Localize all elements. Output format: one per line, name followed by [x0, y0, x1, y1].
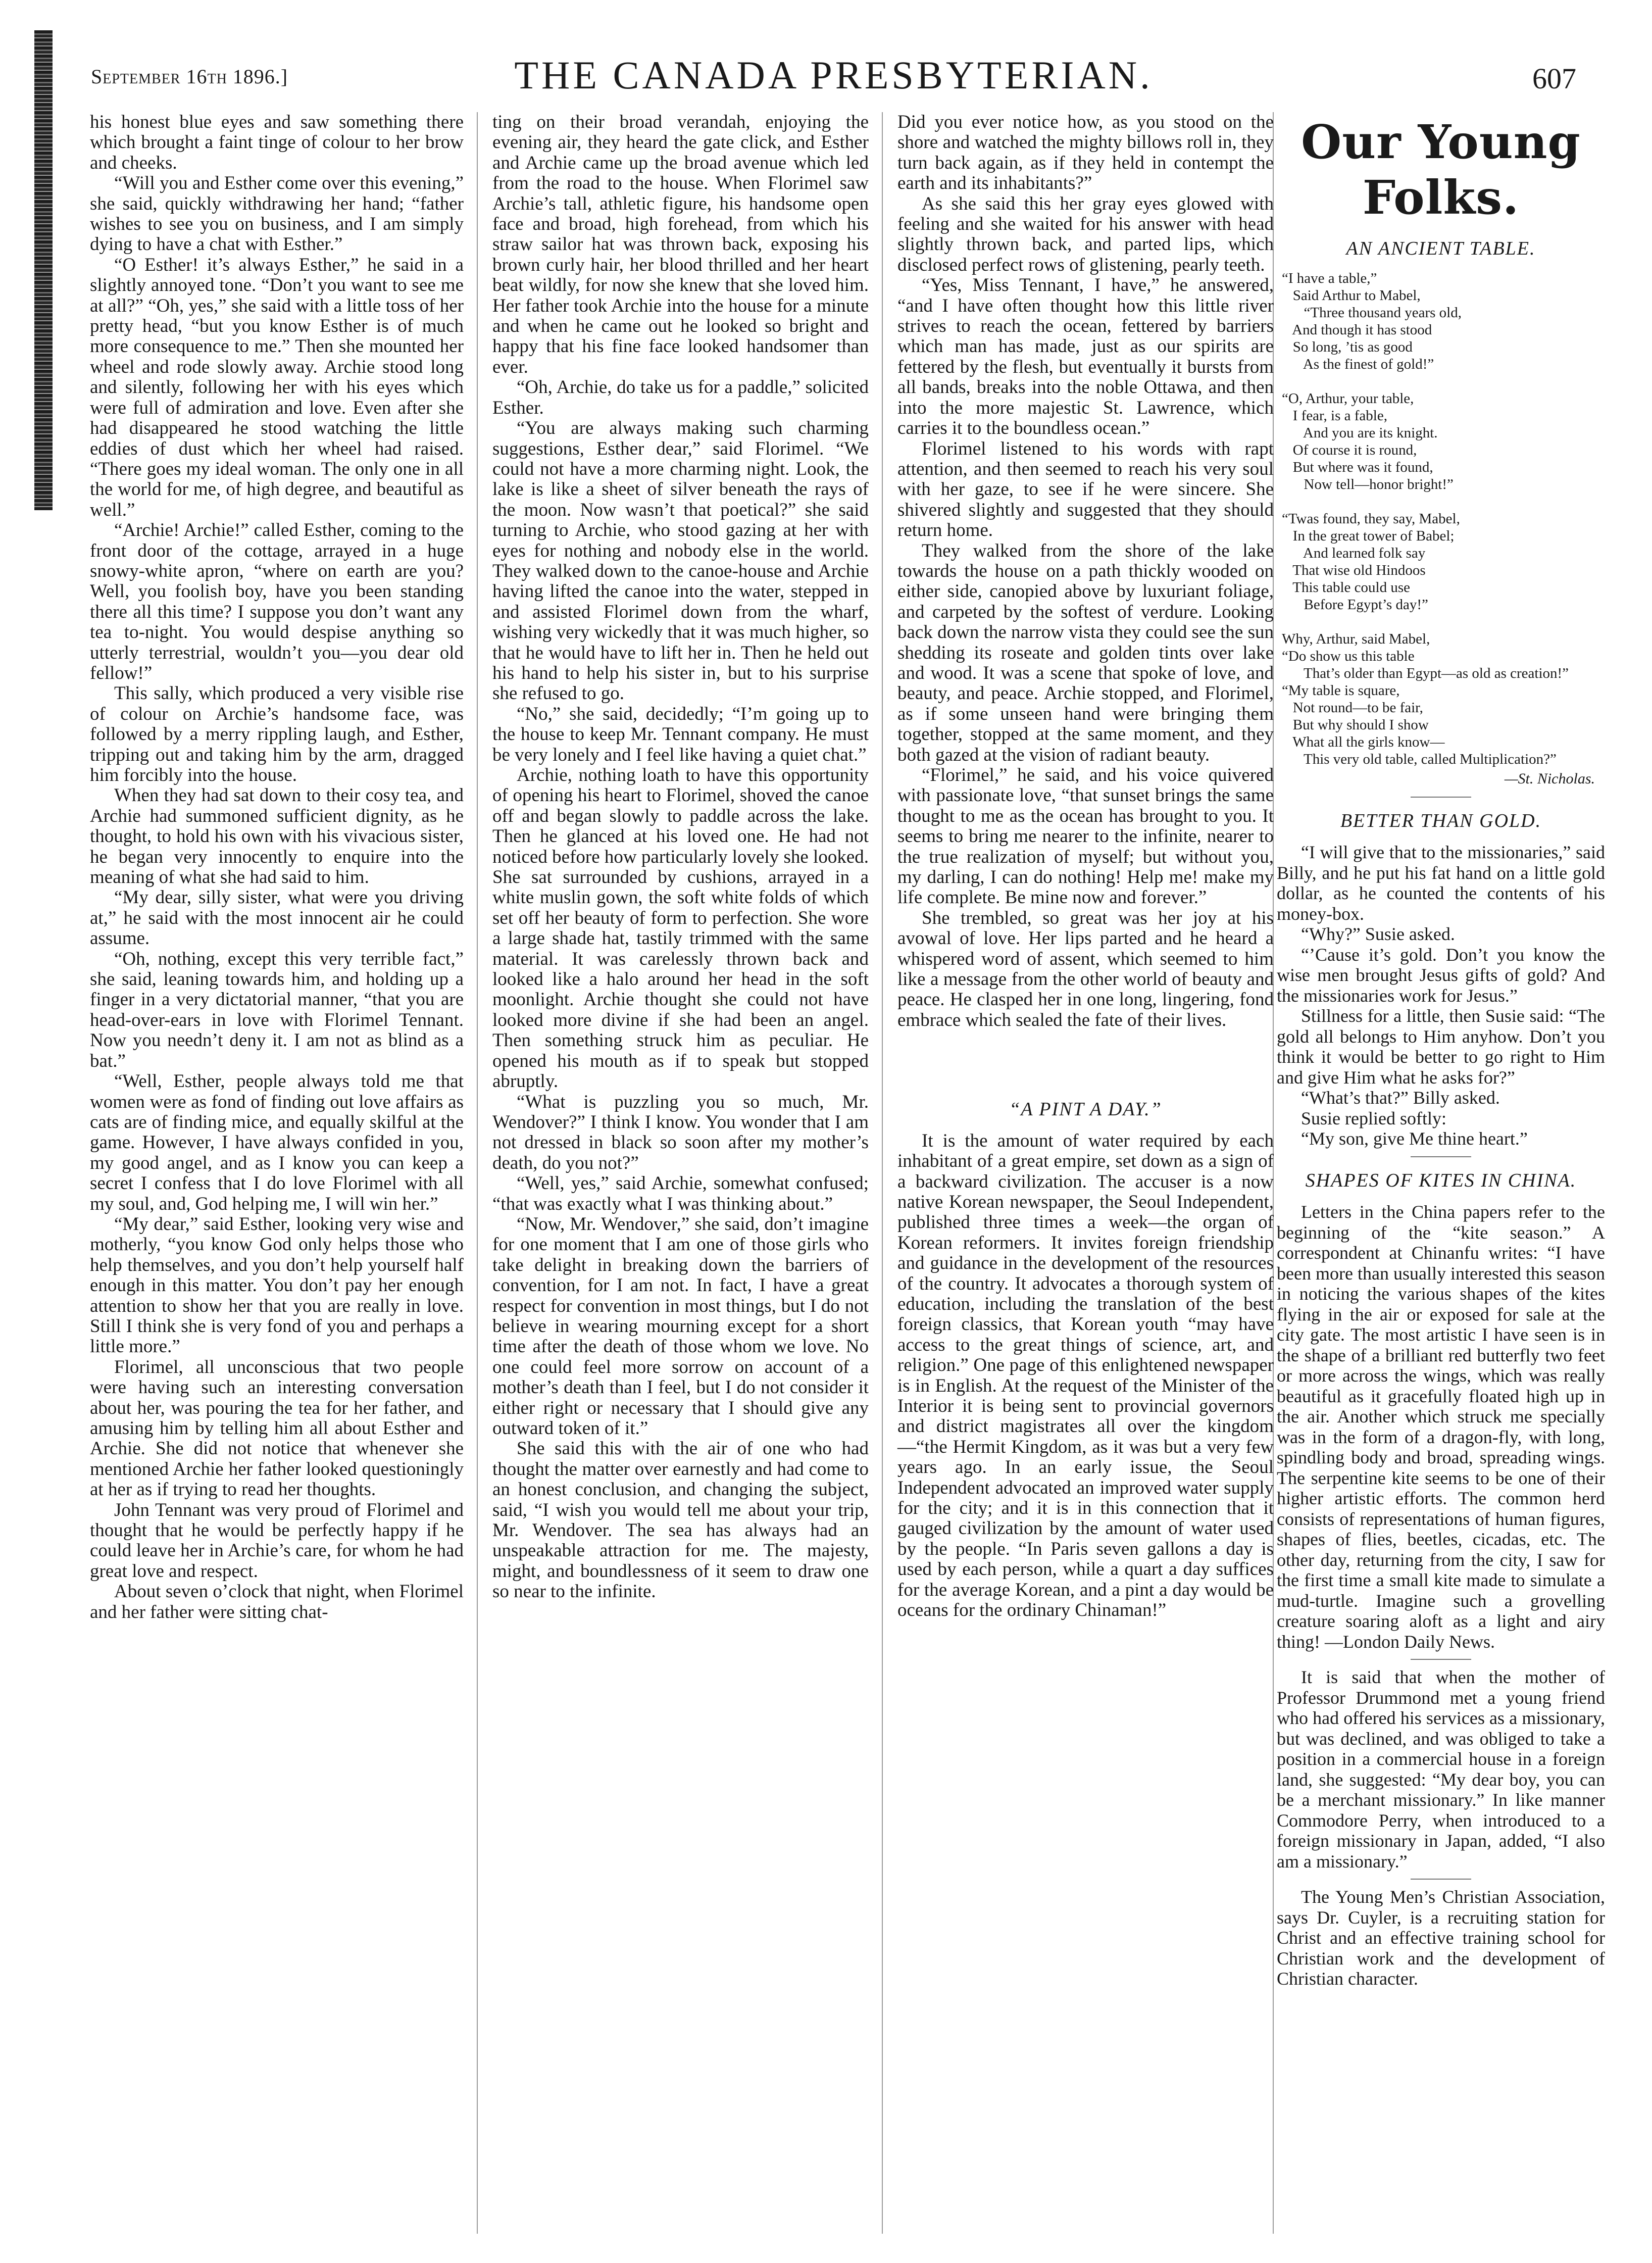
poem-line: Not round—to be fair, — [1282, 700, 1423, 716]
paragraph: Florimel listened to his words with rapt attention, and then seemed to reach his very soul with her gaze, to see if he were sincere. She shivered slightly and suggested that they should return home. — [897, 438, 1274, 541]
paragraph: “Well, yes,” said Archie, somewhat confused; “that was exactly what I was thinking about.” — [492, 1173, 869, 1214]
column-rule — [477, 112, 478, 2234]
paragraph: “Yes, Miss Tennant, I have,” he answered, “and I have often thought how this little river strives to reach the ocean, fettered by barriers which man has made, just as our spirits are fettered by the flesh, but eventually it bursts from all bands, breaks into the noble Ottawa, and then into the more majestic St. Lawrence, which carries it to the boundless ocean.” — [897, 275, 1274, 439]
paragraph: “Archie! Archie!” called Esther, coming to the front door of the cottage, arrayed in a huge snowy-white apron, “where on earth are you? Well, you foolish boy, have you been standing there all this time? I suppose you don’t want any tea to-night. You would despise anything so utterly terrestrial, wouldn’t you—you dear old fellow!” — [90, 520, 464, 683]
poem-line: But why should I show — [1282, 717, 1429, 733]
poem-line: “Twas found, they say, Mabel, — [1282, 511, 1460, 527]
poem-title: AN ANCIENT TABLE. — [1346, 238, 1536, 259]
poem-line: Now tell—honor bright!” — [1282, 476, 1454, 493]
divider — [1411, 797, 1471, 798]
paragraph: “My dear, silly sister, what were you driving at,” he said with the most innocent air he could assume. — [90, 887, 464, 949]
article-title-better-than-gold: BETTER THAN GOLD. — [1340, 810, 1542, 831]
poem-line: And though it has stood — [1282, 322, 1432, 338]
poem-line — [1282, 613, 1605, 630]
poem-line: “My table is square, — [1282, 682, 1400, 699]
paragraph: “Florimel,” he said, and his voice quivered with passionate love, “that sunset brings the same thought to me as the ocean has brought to you. It seems to bring me nearer to the infinite, nearer to the true realization of myself; but without you, my darling, I can do nothing! Help me! make my life complete. Be mine now and forever.” — [897, 765, 1274, 908]
paragraph: When they had sat down to their cosy tea, and Archie had summoned sufficient dignity, as he thought, to hold his own with his vivacious sister, he began very innocently to enquire into the meaning of what she had said to him. — [90, 785, 464, 888]
divider — [1411, 1879, 1471, 1880]
newspaper-title: THE CANADA PRESBYTERIAN. — [514, 53, 1153, 97]
page-number: 607 — [1532, 62, 1576, 95]
poem-line: Said Arthur to Mabel, — [1282, 287, 1421, 304]
poem-line: So long, ’tis as good — [1282, 339, 1413, 356]
paragraph: The Young Men’s Christian Association, says Dr. Cuyler, is a recruiting station for Christ and an effective training school for Christian work and the development of Christian character. — [1277, 1887, 1605, 1989]
paragraph: John Tennant was very proud of Florimel and thought that he would be perfectly happy if he could leave her in Archie’s care, for whom he had great love and respect. — [90, 1499, 464, 1582]
scan-edge-marks — [34, 30, 53, 510]
paragraph: “What’s that?” Billy asked. — [1301, 1088, 1500, 1108]
paragraph: “’Cause it’s gold. Don’t you know the wise men brought Jesus gifts of gold? And the missionaries work for Jesus.” — [1277, 944, 1605, 1006]
poem-line: And you are its knight. — [1282, 425, 1438, 441]
poem-line: Of course it is round, — [1282, 442, 1417, 459]
poem-line: “O, Arthur, your table, — [1282, 390, 1414, 407]
paragraph: Florimel, all unconscious that two people were having such an interesting conversation about her, was pouring the tea for her father, and amusing him by telling him all about Esther and Archie. She did not notice that whenever she mentioned Archie her father looked questioningly at her as if trying to read her thoughts. — [90, 1356, 464, 1500]
paragraph: She trembled, so great was her joy at his avowal of love. Her lips parted and he heard a whispered word of assent, which seemed to him like a message from the other world of beauty and peace. He clasped her in one long, lingering, fond embrace which sealed the fate of their lives. — [897, 907, 1274, 1030]
divider — [1411, 1156, 1471, 1157]
poem-line: As the finest of gold!” — [1282, 356, 1434, 373]
paragraph: About seven o’clock that night, when Florimel and her father were sitting chat- — [90, 1581, 464, 1622]
paragraph: Susie replied softly: — [1301, 1108, 1446, 1128]
poem-line: Before Egypt’s day!” — [1282, 597, 1428, 613]
paragraph: “My dear,” said Esther, looking very wise and motherly, “you know God only helps those who help themselves, and you don’t help yourself half enough in this matter. You don’t pay her enough attention to show her that you are really in love. Still I think she is very fond of you and perhaps a little more.” — [90, 1213, 464, 1357]
column-1 — [90, 112, 464, 1622]
poem-line: But where was it found, — [1282, 459, 1433, 476]
poem-line: In the great tower of Babel; — [1282, 528, 1455, 545]
poem — [1282, 270, 1605, 768]
poem-line — [1282, 493, 1605, 510]
poem-line: That wise old Hindoos — [1282, 562, 1426, 579]
article-title-pint-a-day: “A PINT A DAY.” — [1009, 1099, 1162, 1120]
column-4 — [1277, 112, 1605, 1989]
paragraph: “Now, Mr. Wendover,” she said, don’t imagine for one moment that I am one of those girls who take delight in breaking down the barriers of convention, for I am not. In fact, I have a great respect for convention in most things, but I do not believe in wearing mourning except for a short time after the death of those whom we love. No one could feel more sorrow on account of a mother’s death than I feel, but I do not consider it either right or necessary that I should give any outward token of it.” — [492, 1213, 869, 1439]
paragraph: ting on their broad verandah, enjoying the evening air, they heard the gate click, and Esther and Archie came up the broad avenue which led from the road to the house. When Florimel saw Archie’s tall, athletic figure, his handsome open face and broad, high forehead, from which his straw sailor hat was thrown back, exposing his brown curly hair, her blood thrilled and her heart beat wildly, for now she knew that she loved him. Her father took Archie into the house for a minute and when he came out he looked so bright and happy that his fine face looked handsomer than ever. — [492, 112, 869, 377]
paragraph: “Why?” Susie asked. — [1301, 924, 1455, 945]
divider — [1411, 1659, 1471, 1660]
paragraph: “Well, Esther, people always told me that women were as fond of finding out love affairs as cats are of finding mice, and equally skilful at the game. However, I have always confided in you, my good angel, and as I know you can keep a secret I confess that I do love Florimel with all my soul, and, God helping me, I will win her.” — [90, 1071, 464, 1214]
poem-line — [1282, 373, 1605, 390]
poem-line: “I have a table,” — [1282, 270, 1377, 287]
column-2 — [492, 112, 869, 1602]
column-3 — [897, 112, 1274, 1620]
poem-line: This very old table, called Multiplication?” — [1282, 751, 1557, 768]
poem-source: —St. Nicholas. — [1504, 770, 1595, 788]
section-divider — [897, 1030, 1274, 1086]
paragraph: “No,” she said, decidedly; “I’m going up to the house to keep Mr. Tennant company. He must be very lonely and I feel like having a quiet chat.” — [492, 703, 869, 765]
paragraph: As she said this her gray eyes glowed with feeling and she waited for his answer with head slightly thrown back, and parted lips, which disclosed perfect rows of glistening, pearly teeth. — [897, 193, 1274, 275]
paragraph: “Oh, nothing, except this very terrible fact,” she said, leaning towards him, and holding up a finger in a very dictatorial manner, “that you are head-over-ears in love with Florimel Tennant. Now you needn’t deny it. I am not as blind as a bat.” — [90, 948, 464, 1071]
paragraph: “Will you and Esther come over this evening,” she said, quickly withdrawing her hand; “father wishes to see you on business, and I am simply dying to have a chat with Esther.” — [90, 173, 464, 255]
paragraph: Did you ever notice how, as you stood on the shore and watched the mighty billows roll in, they turn back again, as if they held in contempt the earth and its inhabitants?” — [897, 112, 1274, 194]
paragraph: “O Esther! it’s always Esther,” he said in a slightly annoyed tone. “Don’t you want to see me at all?” “Oh, yes,” she said with a little toss of her pretty head, “but you know Esther is of much more consequence to me.” Then she mounted her wheel and rode slowly away. Archie stood long and silently, following her with his eyes which were full of admiration and love. Even after she had disappeared he stood watching the little eddies of dust which her wheel had raised. “There goes my ideal woman. The only one in all the world for me, of high degree, and beautiful as well.” — [90, 254, 464, 520]
paragraph: “Oh, Archie, do take us for a paddle,” solicited Esther. — [492, 377, 869, 418]
poem-line: This table could use — [1282, 579, 1410, 596]
paragraph: Archie, nothing loath to have this opportunity of opening his heart to Florimel, shoved the canoe off and began slowly to paddle across the lake. Then he glanced at his loved one. He had not noticed before how particularly lovely she looked. She sat surrounded by cushions, arrayed in a white muslin gown, the soft white folds of which set off her beauty of form to perfection. She wore a large shade hat, tastily trimmed with the same material. It was carelessly thrown back and looked like a halo around her head in the soft moonlight. Archie thought she could not have looked more divine if she had been an angel. Then something struck him as peculiar. He opened his mouth as if to speak but stopped abruptly. — [492, 765, 869, 1092]
poem-line: And learned folk say — [1282, 545, 1426, 562]
paragraph: They walked from the shore of the lake towards the house on a path thickly wooded on either side, canopied above by luxuriant foliage, and carpeted by the softest of verdure. Looking back down the narrow vista they could see the sun shedding its roseate and golden tints over lake and wood. It was a scene that spoke of love, and beauty, and peace. Archie stopped, and Florimel, as if some unseen hand were bringing them together, stopped at the same moment, and they both gazed at the vision of radiant beauty. — [897, 540, 1274, 765]
article-title-shapes-of-kites: SHAPES OF KITES IN CHINA. — [1305, 1169, 1577, 1191]
page-header — [91, 44, 1576, 100]
paragraph: his honest blue eyes and saw something there which brought a faint tinge of colour to her brow and cheeks. — [90, 112, 464, 173]
paragraph: This sally, which produced a very visible rise of colour on Archie’s handsome face, was followed by a merry rippling laugh, and Esther, tripping out and taking him by the arm, dragged him forcibly into the house. — [90, 683, 464, 785]
paragraph: She said this with the air of one who had thought the matter over earnestly and had come to an honest conclusion, and changing the subject, said, “I wish you would tell me about your trip, Mr. Wendover. The sea has always had an unspeakable attraction for me. The majesty, might, and boundlessness of it seem to draw one so near to the infinite. — [492, 1438, 869, 1602]
paragraph: “I will give that to the missionaries,” said Billy, and he put his fat hand on a little gold dollar, as he counted the contents of his money-box. — [1277, 842, 1605, 924]
poem-line: “Do show us this table — [1282, 648, 1415, 665]
paragraph: “What is puzzling you so much, Mr. Wendover?” I think I know. You wonder that I am not dressed in black so soon after my mother’s death, do you not?” — [492, 1091, 869, 1173]
paragraph: Letters in the China papers refer to the beginning of the “kite season.” A correspondent at Chinanfu writes: “I have been more than usually interested this season in noticing the various shapes of the kites flying in the air or exposed for sale at the city gate. The most artistic I have seen is in the shape of a brilliant red butterfly two feet or more across the wings, which was really beautiful as it gracefully floated high up in the air. Another which struck me specially was in the form of a dragon-fly, with long, spindling body and broad, spreading wings. The serpentine kite seems to be one of their higher artistic efforts. The common herd consists of representations of human figures, shapes of flies, beetles, cicadas, etc. The other day, returning from the city, I saw for the first time a small kite made to simulate a mud-turtle. Imagine such a grovelling creature soaring aloft as a light and airy thing! —London Daily News. — [1277, 1202, 1605, 1652]
poem-line: I fear, is a fable, — [1282, 408, 1387, 424]
poem-line: That’s older than Egypt—as old as creation!” — [1282, 665, 1569, 682]
poem-line: Why, Arthur, said Mabel, — [1282, 631, 1430, 648]
poem-line: “Three thousand years old, — [1282, 305, 1462, 321]
section-masthead: Our Young Folks. — [1301, 115, 1581, 225]
paragraph: It is the amount of water required by each inhabitant of a great empire, set down as a sign of a backward civilization. The accuser is a now native Korean newspaper, the Seoul Independent, published three times a week—the organ of Korean reformers. It invites foreign friendship and guidance in the development of the resources of the country. It advocates a thorough system of education, including the translation of the best foreign classics, that Korean youth “may have access to the great things of science, art, and religion.” One page of this enlightened newspaper is in English. At the request of the Minister of the Interior it is being sent to provincial governors and district magistrates all over the kingdom—“the Hermit Kingdom, as it was but a very few years ago. In an early issue, the Seoul Independent advocated an improved water supply for the city; and it is in this connection that it gauged civilization by the amount of water used by the people. “In Paris seven gallons a day is used by each person, while a quart a day suffices for the average Korean, and a pint a day would be oceans for the ordinary Chinaman!” — [897, 1130, 1274, 1621]
column-rule — [882, 112, 883, 2234]
paragraph: It is said that when the mother of Professor Drummond met a young friend who had offered his services as a missionary, but was declined, and was obliged to take a position in a commercial house in a foreign land, she suggested: “My dear boy, you can be a merchant missionary.” In like manner Commodore Perry, when introduced to a foreign missionary in Japan, added, “I also am a missionary.” — [1277, 1667, 1605, 1872]
header-date: September 16th 1896.] — [91, 65, 288, 88]
paragraph: Stillness for a little, then Susie said: “The gold all belongs to Him anyhow. Don’t you think it would be better to go right to Him and give Him what he asks for?” — [1277, 1006, 1605, 1088]
poem-line: What all the girls know— — [1282, 734, 1445, 751]
paragraph: “You are always making such charming suggestions, Esther dear,” said Florimel. “We could not have a more charming night. Look, the lake is like a sheet of silver beneath the rays of the moon. Now wasn’t that poetical?” she said turning to Archie, who stood gazing at her with eyes for nothing and nobody else in the world. They walked down to the canoe-house and Archie having lifted the canoe into the water, stepped in and assisted Florimel down from the wharf, wishing very wickedly that it was much higher, so that he would have to lift her in. Then he held out his hand to help his sister in, but to his surprise she refused to go. — [492, 418, 869, 704]
paragraph: “My son, give Me thine heart.” — [1301, 1128, 1528, 1149]
